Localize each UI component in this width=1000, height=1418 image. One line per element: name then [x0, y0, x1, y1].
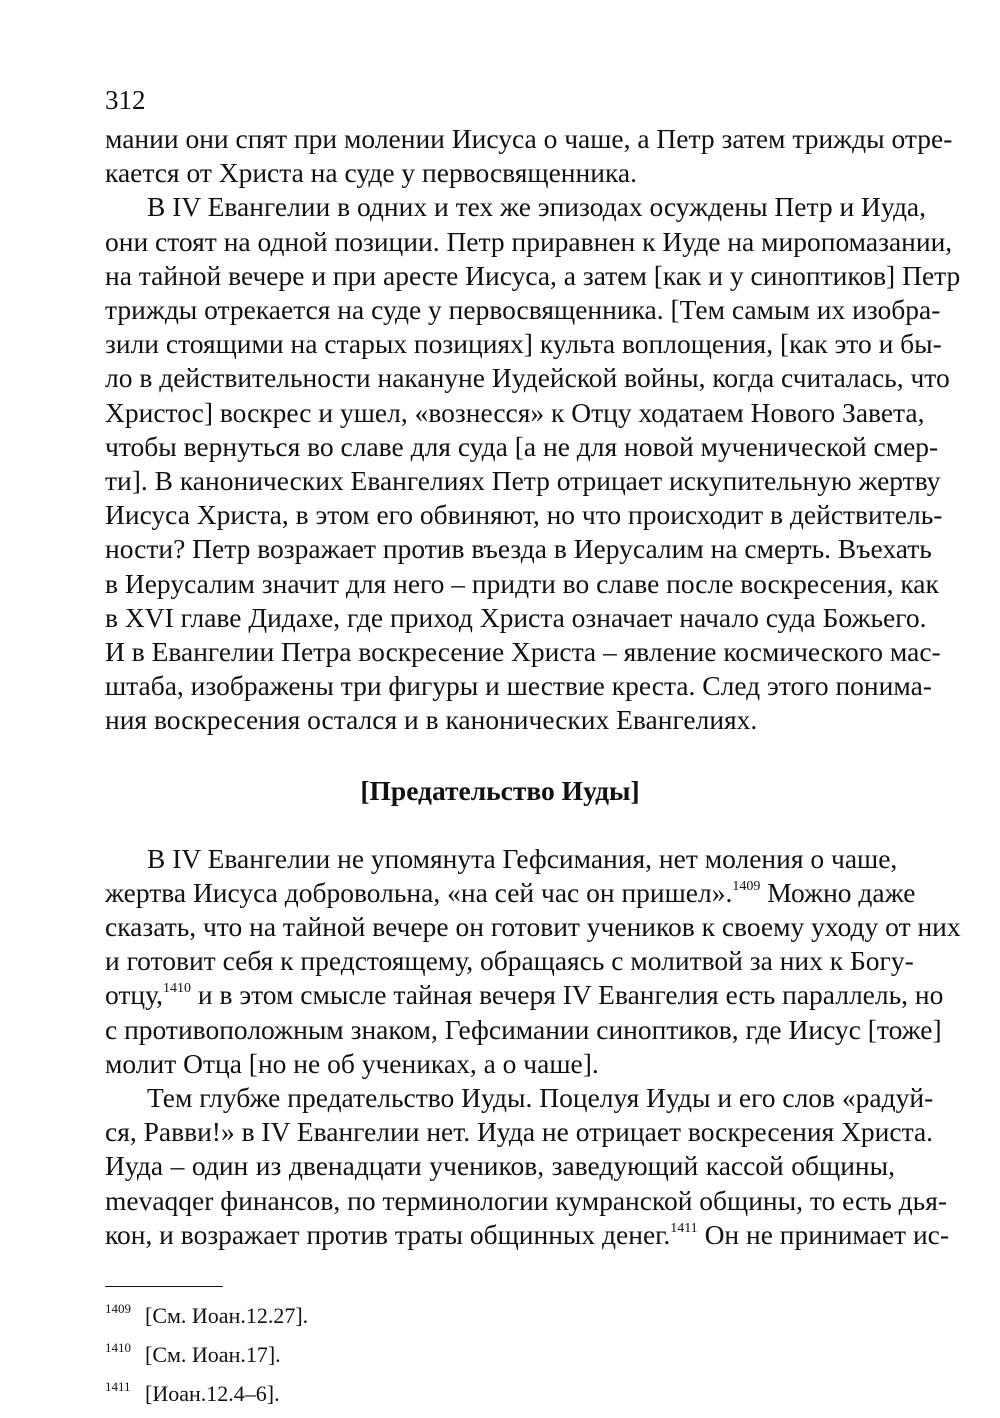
text-line: чтобы вернуться во славе для суда [а не для новой мученической смер-: [105, 430, 939, 462]
footnote-ref: 1410: [163, 981, 191, 997]
page-number: 312: [105, 85, 146, 115]
text-run: кон, и возражает против траты общинных денег.: [105, 1218, 671, 1250]
text-run: жертва Иисуса добровольна, «на сей час он пришел».: [105, 876, 733, 908]
text-line: [105, 1218, 950, 1252]
footnote-text: [См. Иоан.17].: [145, 1342, 281, 1368]
text-line: зили стоящими на старых позициях] культа воплощения, [как это и бы-: [105, 328, 942, 360]
text-run: и в этом смысле тайная вечеря IV Евангелия есть параллель, но: [191, 979, 944, 1011]
section-heading: [Предательство Иуды]: [360, 774, 640, 806]
footnote-number: 1411: [105, 1379, 131, 1395]
footnote-number: 1410: [105, 1340, 131, 1356]
footnote-number: 1409: [105, 1301, 131, 1317]
text-line: [105, 876, 916, 910]
paragraph-1: [105, 122, 953, 190]
text-line: ти]. В канонических Евангелиях Петр отрицает искупительную жертву: [105, 465, 941, 497]
text-line: mevaqqer финансов, по терминологии кумранской общины, то есть дья-: [105, 1184, 948, 1216]
text-line: в Иерусалим значит для него – придти во славе после воскресения, как: [105, 567, 939, 599]
text-line: на тайной вечере и при аресте Иисуса, а затем [как и у синоптиков] Петр: [105, 259, 961, 291]
footnote-text: [Иоан.12.4–6].: [145, 1381, 280, 1407]
text-line: ния воскресения остался и в канонических Евангелиях.: [105, 704, 758, 736]
paragraph-4: [105, 1081, 950, 1252]
text-line: В IV Евангелии не упомянута Гефсимания, нет моления о чаше,: [147, 842, 898, 874]
text-line: сказать, что на тайной вечере он готовит учеников к своему уходу от них: [105, 911, 961, 943]
text-line: И в Евангелии Петра воскресение Христа – явление космического мас-: [105, 636, 941, 668]
text-line: В IV Евангелии в одних и тех же эпизодах осуждены Петр и Иуда,: [147, 191, 927, 223]
text-line: Тем глубже предательство Иуды. Поцелуя Иуды и его слов «радуй-: [147, 1082, 934, 1114]
text-line: с противоположным знаком, Гефсимании синоптиков, где Иисус [тоже]: [105, 1013, 942, 1045]
text-line: Иуда – один из двенадцати учеников, заведующий кассой общины,: [105, 1150, 895, 1182]
footnote: [105, 1371, 895, 1410]
footnote: [105, 1332, 895, 1371]
text-line: мании они спят при молении Иисуса о чаше, а Петр затем трижды отре-: [105, 123, 953, 154]
footnote-text: [См. Иоан.12.27].: [145, 1303, 309, 1329]
text-line: они стоят на одной позиции. Петр приравнен к Иуде на миропомазании,: [105, 225, 953, 257]
footnote-ref: 1411: [670, 1220, 698, 1236]
text-line: и готовит себя к предстоящему, обращаясь с молитвой за них к Богу-: [105, 945, 914, 977]
text-line: трижды отрекается на суде у первосвященника. [Тем самым их изобра-: [105, 294, 941, 326]
book-page: [105, 82, 961, 1410]
footnote: [105, 1293, 895, 1332]
text-run: Можно даже: [760, 876, 916, 908]
text-line: ся, Равви!» в IV Евангелии нет. Иуда не отрицает воскресения Христа.: [105, 1116, 934, 1148]
text-line: Христос] воскрес и ушел, «вознесся» к Отцу ходатаем Нового Завета,: [105, 396, 925, 428]
text-line: кается от Христа на суде у первосвященника.: [105, 157, 637, 189]
text-line: в XVI главе Дидахе, где приход Христа означает начало суда Божьего.: [105, 601, 927, 633]
text-line: Иисуса Христа, в этом его обвиняют, но что происходит в действитель-: [105, 499, 943, 531]
text-line: штаба, изображены три фигуры и шествие креста. След этого понима-: [105, 670, 932, 702]
text-run: отцу,: [105, 979, 163, 1011]
text-line: молит Отца [но не об учениках, а о чаше].: [105, 1047, 599, 1079]
footnote-divider: [105, 1286, 223, 1287]
paragraph-3: [105, 842, 961, 1081]
text-line: [105, 978, 944, 1012]
footnote-ref: 1409: [732, 878, 761, 894]
text-run: Он не принимает ис-: [697, 1218, 950, 1250]
text-line: ло в действительности накануне Иудейской войны, когда считалась, что: [105, 362, 950, 394]
paragraph-2: [105, 190, 961, 737]
text-line: ности? Петр возражает против въезда в Иерусалим на смерть. Въехать: [105, 533, 932, 565]
